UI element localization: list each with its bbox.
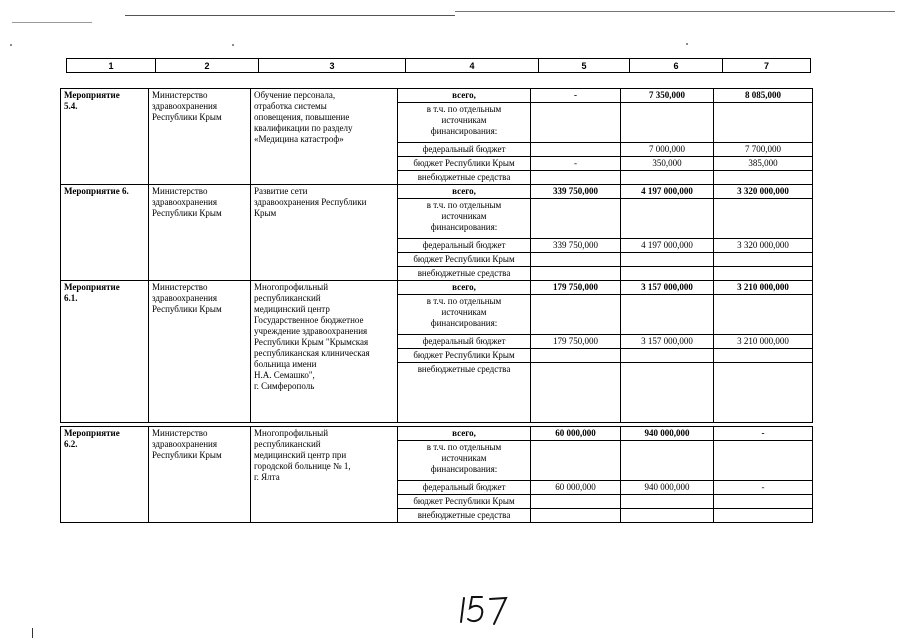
amount-cell-v5 bbox=[531, 363, 621, 423]
funding-source-cell: всего, bbox=[398, 185, 531, 199]
scan-edge-mark bbox=[32, 628, 33, 638]
funding-source-cell: внебюджетные средства bbox=[398, 363, 531, 423]
amount-cell-v5 bbox=[531, 349, 621, 363]
amount-cell-v6: 4 197 000,000 bbox=[621, 185, 714, 199]
description-cell: Обучение персонала, отработка системы оповещения, повышение квалификации по разделу «Медицина катастроф» bbox=[251, 89, 398, 185]
measure-cell: Мероприятие 6.1. bbox=[61, 281, 149, 423]
amount-cell-v7 bbox=[714, 495, 813, 509]
funding-source-cell: федеральный бюджет bbox=[398, 143, 531, 157]
measure-cell: Мероприятие 5.4. bbox=[61, 89, 149, 185]
amount-cell-v6: 940 000,000 bbox=[621, 427, 714, 441]
amount-cell-v5: - bbox=[531, 89, 621, 103]
amount-cell-v6 bbox=[621, 253, 714, 267]
header-col-2: 2 bbox=[156, 59, 259, 73]
responsible-cell: Министерство здравоохранения Республики Крым bbox=[149, 89, 251, 185]
amount-cell-v7 bbox=[714, 363, 813, 423]
funding-source-cell: всего, bbox=[398, 89, 531, 103]
scan-artifact-line bbox=[455, 11, 895, 12]
amount-cell-v6: 4 197 000,000 bbox=[621, 239, 714, 253]
amount-cell-v5: 339 750,000 bbox=[531, 185, 621, 199]
amount-cell-v6 bbox=[621, 171, 714, 185]
responsible-cell: Министерство здравоохранения Республики Крым bbox=[149, 185, 251, 281]
amount-cell-v7 bbox=[714, 103, 813, 143]
amount-cell-v6: 3 157 000,000 bbox=[621, 281, 714, 295]
description-cell: Многопрофильный республиканский медицинский центр Государственное бюджетное учреждение здравоохранения Республики Крым "Крымская республиканская клиническая больница имени Н.А. Семашко", г. Симферополь bbox=[251, 281, 398, 423]
amount-cell-v7 bbox=[714, 267, 813, 281]
amount-cell-v7: 385,000 bbox=[714, 157, 813, 171]
amount-cell-v6 bbox=[621, 103, 714, 143]
funding-source-cell: бюджет Республики Крым bbox=[398, 253, 531, 267]
funding-source-cell: федеральный бюджет bbox=[398, 481, 531, 495]
amount-cell-v7: 3 320 000,000 bbox=[714, 185, 813, 199]
amount-cell-v6: 350,000 bbox=[621, 157, 714, 171]
measure-cell: Мероприятие 6. bbox=[61, 185, 149, 281]
amount-cell-v5 bbox=[531, 253, 621, 267]
funding-source-cell: бюджет Республики Крым bbox=[398, 495, 531, 509]
table-row bbox=[61, 427, 813, 441]
amount-cell-v6: 7 000,000 bbox=[621, 143, 714, 157]
amount-cell-v7: 3 210 000,000 bbox=[714, 281, 813, 295]
amount-cell-v5 bbox=[531, 143, 621, 157]
responsible-cell: Министерство здравоохранения Республики Крым bbox=[149, 427, 251, 523]
amount-cell-v6 bbox=[621, 295, 714, 335]
table-row bbox=[61, 281, 813, 295]
funding-source-cell: в т.ч. по отдельным источникам финансирования: bbox=[398, 441, 531, 481]
scan-speck bbox=[10, 44, 12, 46]
amount-cell-v5: 179 750,000 bbox=[531, 335, 621, 349]
funding-source-cell: внебюджетные средства bbox=[398, 509, 531, 523]
amount-cell-v5 bbox=[531, 441, 621, 481]
amount-cell-v6 bbox=[621, 441, 714, 481]
scan-speck bbox=[232, 44, 234, 46]
amount-cell-v7 bbox=[714, 295, 813, 335]
amount-cell-v6 bbox=[621, 267, 714, 281]
amount-cell-v5 bbox=[531, 495, 621, 509]
scan-speck bbox=[686, 43, 688, 45]
amount-cell-v5 bbox=[531, 199, 621, 239]
header-col-7: 7 bbox=[723, 59, 811, 73]
header-col-6: 6 bbox=[630, 59, 723, 73]
header-col-5: 5 bbox=[539, 59, 630, 73]
amount-cell-v7: - bbox=[714, 481, 813, 495]
funding-source-cell: в т.ч. по отдельным источникам финансирования: bbox=[398, 199, 531, 239]
amount-cell-v6 bbox=[621, 363, 714, 423]
funding-source-cell: в т.ч. по отдельным источникам финансирования: bbox=[398, 295, 531, 335]
description-cell: Многопрофильный республиканский медицинский центр при городской больнице № 1, г. Ялта bbox=[251, 427, 398, 523]
amount-cell-v6: 7 350,000 bbox=[621, 89, 714, 103]
amount-cell-v6 bbox=[621, 199, 714, 239]
amount-cell-v5: - bbox=[531, 157, 621, 171]
table-row bbox=[61, 185, 813, 199]
amount-cell-v7 bbox=[714, 349, 813, 363]
header-col-1: 1 bbox=[67, 59, 156, 73]
responsible-cell: Министерство здравоохранения Республики Крым bbox=[149, 281, 251, 423]
amount-cell-v7: 8 085,000 bbox=[714, 89, 813, 103]
amount-cell-v5 bbox=[531, 295, 621, 335]
funding-source-cell: бюджет Республики Крым bbox=[398, 349, 531, 363]
measure-cell: Мероприятие 6.2. bbox=[61, 427, 149, 523]
scan-artifact-line bbox=[125, 15, 455, 16]
scan-artifact-line bbox=[12, 22, 92, 23]
amount-cell-v7 bbox=[714, 509, 813, 523]
funding-source-cell: федеральный бюджет bbox=[398, 239, 531, 253]
amount-cell-v7: - bbox=[714, 427, 813, 441]
amount-cell-v7 bbox=[714, 171, 813, 185]
header-col-4: 4 bbox=[406, 59, 539, 73]
column-number-header bbox=[66, 58, 811, 73]
amount-cell-v6 bbox=[621, 509, 714, 523]
handwritten-page-number bbox=[452, 592, 512, 626]
amount-cell-v7: 3 210 000,000 bbox=[714, 335, 813, 349]
funding-source-cell: внебюджетные средства bbox=[398, 171, 531, 185]
amount-cell-v6: 940 000,000 bbox=[621, 481, 714, 495]
amount-cell-v7 bbox=[714, 441, 813, 481]
funding-source-cell: федеральный бюджет bbox=[398, 335, 531, 349]
amount-cell-v7 bbox=[714, 253, 813, 267]
funding-source-cell: в т.ч. по отдельным источникам финансирования: bbox=[398, 103, 531, 143]
amount-cell-v7: 3 320 000,000 bbox=[714, 239, 813, 253]
amount-cell-v7: 7 700,000 bbox=[714, 143, 813, 157]
amount-cell-v5: 60 000,000 bbox=[531, 427, 621, 441]
amount-cell-v6 bbox=[621, 349, 714, 363]
amount-cell-v5 bbox=[531, 509, 621, 523]
funding-source-cell: внебюджетные средства bbox=[398, 267, 531, 281]
amount-cell-v5 bbox=[531, 103, 621, 143]
amount-cell-v6 bbox=[621, 495, 714, 509]
amount-cell-v5 bbox=[531, 171, 621, 185]
table-row bbox=[61, 89, 813, 103]
funding-source-cell: всего, bbox=[398, 281, 531, 295]
amount-cell-v5: 339 750,000 bbox=[531, 239, 621, 253]
funding-source-cell: всего, bbox=[398, 427, 531, 441]
amount-cell-v5: 60 000,000 bbox=[531, 481, 621, 495]
header-col-3: 3 bbox=[259, 59, 406, 73]
description-cell: Развитие сети здравоохранения Республики Крым bbox=[251, 185, 398, 281]
amount-cell-v5 bbox=[531, 267, 621, 281]
funding-table bbox=[60, 88, 813, 523]
funding-source-cell: бюджет Республики Крым bbox=[398, 157, 531, 171]
amount-cell-v7 bbox=[714, 199, 813, 239]
amount-cell-v6: 3 157 000,000 bbox=[621, 335, 714, 349]
amount-cell-v5: 179 750,000 bbox=[531, 281, 621, 295]
